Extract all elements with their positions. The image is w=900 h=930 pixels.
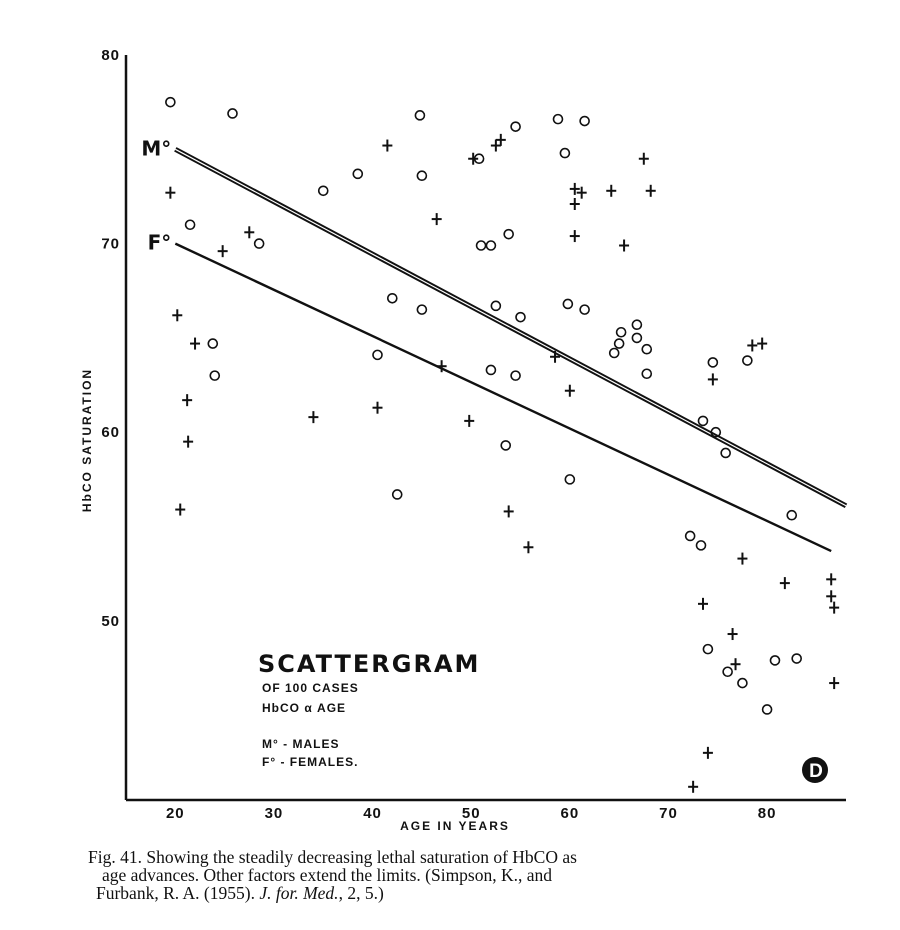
figure-badge: [802, 757, 828, 783]
x-tick-30: 30: [264, 805, 284, 822]
point-circle-19: [504, 230, 513, 239]
point-plus-2: [175, 504, 185, 516]
point-plus-33: [731, 658, 741, 670]
point-plus-40: [829, 602, 839, 614]
x-tick-20: 20: [165, 805, 185, 822]
caption-line-1: Fig. 41. Showing the steadily decreasing lethal saturation of HbCO as: [88, 847, 577, 867]
point-circle-4: [228, 109, 237, 118]
point-circle-16: [486, 241, 495, 250]
caption-line-2: age advances. Other factors extend the limits. (Simpson, K., and: [102, 865, 553, 885]
point-plus-5: [190, 338, 200, 350]
point-plus-41: [829, 677, 839, 689]
point-circle-46: [743, 356, 752, 365]
point-plus-1: [172, 309, 182, 321]
regression-label-females: F°: [147, 230, 172, 255]
point-plus-29: [698, 598, 708, 610]
point-plus-39: [826, 590, 836, 602]
legend-entry-males: M° - MALES: [262, 737, 340, 751]
point-circle-23: [516, 313, 525, 322]
x-tick-60: 60: [560, 805, 580, 822]
point-circle-33: [632, 333, 641, 342]
point-circle-6: [319, 186, 328, 195]
point-circle-50: [770, 656, 779, 665]
caption-citation-end: , 2, 5.): [338, 883, 384, 903]
point-circle-36: [642, 369, 651, 378]
regression-line-females: [175, 244, 831, 551]
regression-label-males: M°: [141, 136, 172, 161]
x-axis-label: AGE IN YEARS: [400, 819, 510, 833]
point-circle-18: [491, 301, 500, 310]
x-tick-70: 70: [659, 805, 678, 822]
point-plus-17: [504, 505, 514, 517]
figure-caption: [88, 848, 848, 902]
point-plus-8: [308, 411, 318, 423]
caption-journal: J. for. Med.: [259, 883, 339, 903]
point-circle-1: [186, 220, 195, 229]
point-plus-20: [565, 385, 575, 397]
point-circle-43: [721, 448, 730, 457]
regression-lines: [141, 136, 846, 551]
point-plus-32: [728, 628, 738, 640]
y-tick-70: 70: [101, 235, 120, 253]
point-circle-0: [166, 98, 175, 107]
point-plus-38: [826, 573, 836, 585]
point-circle-39: [698, 416, 707, 425]
point-circle-26: [563, 299, 572, 308]
point-circle-13: [417, 305, 426, 314]
point-circle-9: [388, 294, 397, 303]
point-circle-44: [723, 667, 732, 676]
point-circle-31: [615, 339, 624, 348]
point-circle-41: [703, 645, 712, 654]
point-circle-37: [686, 531, 695, 540]
point-plus-37: [780, 577, 790, 589]
point-circle-21: [511, 122, 520, 131]
point-plus-15: [491, 140, 501, 152]
point-plus-16: [496, 134, 506, 146]
legend-entry-females: F° - FEMALES.: [262, 755, 359, 769]
point-circle-8: [373, 350, 382, 359]
point-circle-45: [738, 679, 747, 688]
point-circle-17: [486, 365, 495, 374]
point-circle-7: [353, 169, 362, 178]
point-plus-3: [182, 394, 192, 406]
point-circle-29: [580, 305, 589, 314]
point-circle-49: [792, 654, 801, 663]
x-tick-80: 80: [757, 805, 777, 822]
point-circle-35: [642, 345, 651, 354]
y-axis-label: HbCO SATURATION: [80, 367, 94, 513]
point-circle-27: [565, 475, 574, 484]
point-circle-28: [580, 117, 589, 126]
y-tick-80: 80: [101, 47, 120, 64]
point-plus-35: [747, 339, 757, 351]
point-circle-32: [617, 328, 626, 337]
point-plus-10: [382, 140, 392, 152]
legend: [258, 650, 480, 769]
chart-subtitle-2: HbCO α AGE: [262, 701, 347, 715]
y-tick-50: 50: [101, 612, 120, 630]
point-plus-25: [606, 185, 616, 197]
x-tick-40: 40: [363, 805, 382, 822]
point-circle-24: [554, 115, 563, 124]
point-plus-4: [183, 436, 193, 448]
point-circle-12: [417, 171, 426, 180]
caption-line-3: [88, 884, 848, 902]
point-plus-28: [646, 185, 656, 197]
point-circle-10: [393, 490, 402, 499]
point-plus-34: [737, 553, 747, 565]
regression-line-males-inner: [175, 149, 846, 505]
x-tick-50: 50: [461, 805, 481, 822]
point-plus-0: [165, 187, 175, 199]
point-circle-48: [787, 511, 796, 520]
point-plus-18: [523, 541, 533, 553]
point-plus-31: [708, 373, 718, 385]
point-plus-11: [432, 213, 442, 225]
point-circle-25: [560, 149, 569, 158]
point-circle-20: [501, 441, 510, 450]
point-circle-47: [763, 705, 772, 714]
y-tick-60: 60: [101, 424, 120, 442]
point-circle-30: [610, 349, 619, 358]
badge-letter: D: [809, 761, 823, 782]
point-plus-27: [639, 153, 649, 165]
y-tick-labels: [101, 47, 120, 630]
point-plus-7: [244, 226, 254, 238]
point-plus-36: [757, 338, 767, 350]
axes: [126, 55, 846, 800]
point-circle-11: [415, 111, 424, 120]
point-plus-9: [373, 402, 383, 414]
point-plus-23: [570, 198, 580, 210]
point-circle-38: [697, 541, 706, 550]
point-plus-26: [619, 239, 629, 251]
point-plus-42: [688, 781, 698, 793]
chart-title: SCATTERGRAM: [258, 650, 481, 678]
point-circle-5: [255, 239, 264, 248]
point-circle-2: [208, 339, 217, 348]
caption-citation: Furbank, R. A. (1955).: [96, 883, 260, 903]
point-circle-40: [708, 358, 717, 367]
point-circle-3: [210, 371, 219, 380]
point-plus-13: [464, 415, 474, 427]
point-plus-6: [218, 245, 228, 257]
point-circle-15: [477, 241, 486, 250]
point-circle-22: [511, 371, 520, 380]
point-plus-21: [570, 230, 580, 242]
point-plus-30: [703, 747, 713, 759]
chart-subtitle-1: OF 100 CASES: [262, 681, 359, 695]
point-circle-34: [632, 320, 641, 329]
